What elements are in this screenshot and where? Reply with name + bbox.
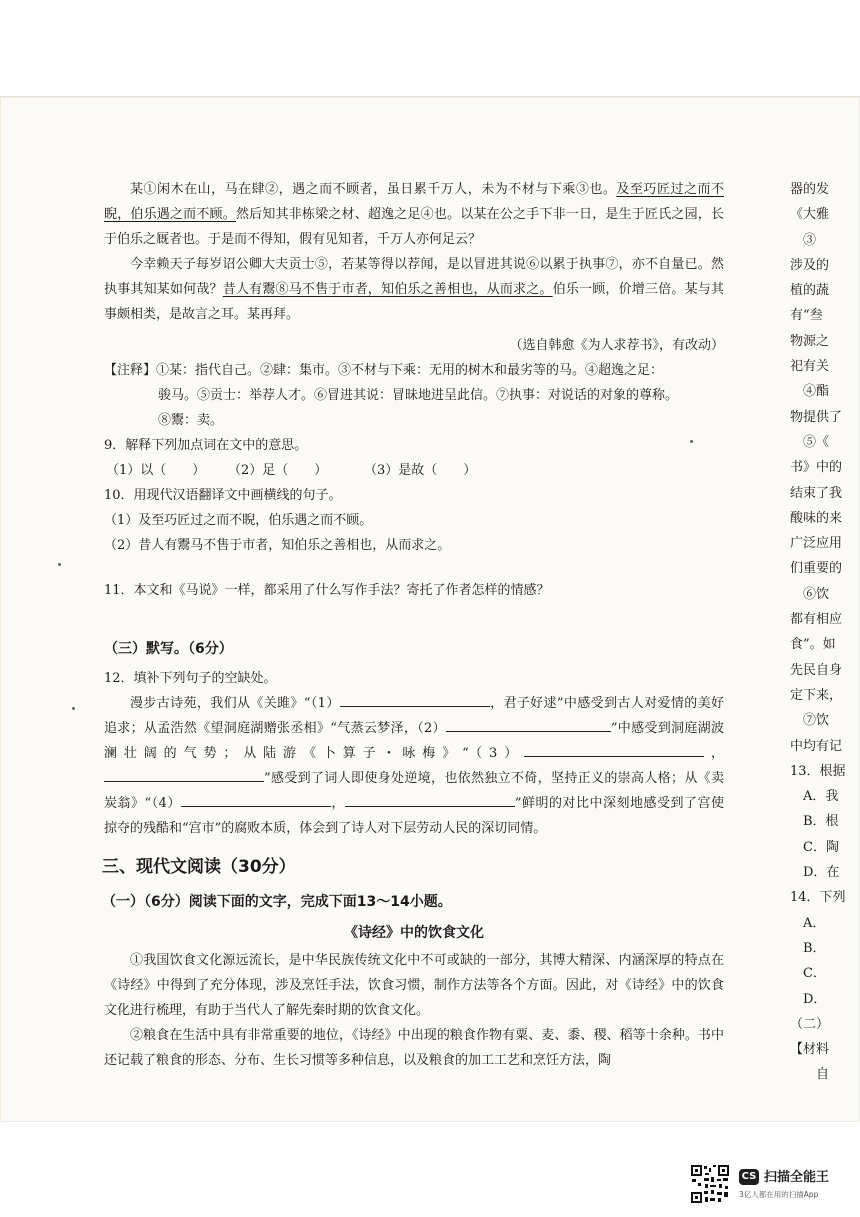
right-line: ③ [790, 232, 817, 248]
right-line: 物提供了 [790, 409, 843, 425]
scanner-app-name: 扫描全能王 [764, 1170, 830, 1185]
subsection-1: （一）（6分）阅读下面的文字，完成下面13～14小题。 [102, 894, 452, 910]
section-modern-reading: 三、现代文阅读（30分） [102, 857, 296, 877]
fill-blank-3a[interactable] [524, 741, 704, 757]
right-line: 广泛应用 [790, 536, 843, 552]
right-line: 中均有记 [790, 738, 843, 754]
question-9: 9．解释下列加点词在文中的意思。 [104, 438, 308, 453]
question-12: 12．填补下列句子的空缺处。 [104, 671, 277, 686]
right-line: 祀有关 [790, 359, 830, 375]
passage-paragraph-1 [104, 177, 724, 252]
right-line: 涉及的 [790, 257, 830, 273]
fill-text: ”感受到了词人即使身处逆境，也依然独立不倚，坚持正义的崇高人格；从《卖炭翁》“（4） [104, 771, 724, 811]
scanned-page [0, 96, 860, 1122]
annotation-line: ⑧鬻：卖。 [158, 413, 224, 428]
article-paragraph-2: ②粮食在生活中具有非常重要的地位，《诗经》中出现的粮食作物有粟、麦、黍、稷、稻等十余种。书中还记载了粮食的形态、分布、生长习惯等多种信息，以及粮食的加工工艺和烹饪方法，陶 [104, 1028, 724, 1068]
article-paragraph-1: ①我国饮食文化源远流长，是中华民族传统文化中不可或缺的一部分，其博大精深、内涵深厚的特点在《诗经》中得到了充分体现，涉及烹饪手法，饮食习惯，制作方法等各个方面。因此，对《诗经》中的饮食文化进行梳理，有助于当代人了解先秦时期的饮食文化。 [104, 953, 724, 1018]
question-9-options [104, 458, 724, 483]
passage-text: 然后知其非栋梁之材、超逸之足④也。以某在公之手下非一日，是生于匠氏之园，长于伯乐之厩者也。于是而不得知，假有见知者，千万人亦何足云？ [104, 207, 724, 247]
right-line: 先民自身 [790, 662, 843, 678]
fill-text: ”中感受到洞庭湖波澜壮阔的气势；从陆游《卜算子・咏梅》“（3） [104, 721, 724, 761]
right-line: A． [790, 915, 826, 931]
main-column [104, 177, 724, 1073]
q9-option-1: （1）以（ ） [106, 463, 206, 478]
fill-text: ”鲜明的对比中深刻地感受到了宫使掠夺的残酷和“宫市”的腐败本质，体会到了诗人对下层劳动人民的深切同情。 [104, 796, 724, 836]
right-line: 自 [790, 1067, 830, 1083]
right-line: C．陶 [790, 839, 839, 855]
passage-text: 今幸赖天子每岁诏公卿大夫贡士⑤，若某等得以荐闻，是以冒进其说⑥以累于执事⑦，亦不自量已。然执事其知某如何哉？ [104, 257, 724, 297]
section-dictation: （三）默写。（6分） [104, 641, 233, 657]
fill-blank-4b[interactable] [345, 791, 515, 807]
scan-speck [690, 440, 693, 443]
right-line: 器的发 [790, 182, 830, 197]
question-10: 10．用现代汉语翻译文中画横线的句子。 [104, 488, 342, 503]
passage-source: （选自韩愈《为人求荐书》，有改动） [509, 338, 724, 353]
right-line: 《大雅 [790, 207, 830, 223]
q10-sentence-1: （1）及至巧匠过之而不睨，伯乐遇之而不顾。 [104, 513, 373, 528]
scanner-slogan: 3亿人都在用的扫描App [739, 1190, 819, 1199]
right-line: 书》中的 [790, 460, 843, 476]
underlined-sentence: 及至巧匠过之而不睨，伯乐遇之而不顾。 [104, 182, 724, 222]
right-line: ⑦饮 [790, 713, 830, 729]
right-line: D． [790, 991, 827, 1007]
right-line: B．根 [790, 814, 839, 830]
underlined-sentence: 昔人有鬻⑧马不售于市者，知伯乐之善相也，从而求之。 [222, 282, 553, 297]
qr-code-icon [690, 1164, 730, 1204]
q9-option-2: （2）足（ ） [228, 463, 328, 478]
right-column-cut [790, 177, 860, 1088]
fill-text: 漫步古诗苑，我们从《关雎》“（1） [130, 696, 340, 711]
right-line: 14．下列 [790, 890, 846, 906]
q10-sentence-2: （2）昔人有鬻马不售于市者，知伯乐之善相也，从而求之。 [104, 538, 451, 553]
right-line: 物源之 [790, 333, 830, 349]
right-line: （二） [790, 1016, 830, 1032]
right-line: ⑤《 [790, 434, 830, 450]
right-line: 13．根据 [790, 763, 846, 779]
right-line: C． [790, 966, 826, 982]
annotation-line: 骏马。⑤贡士：举荐人才。⑥冒进其说：冒昧地进呈此信。⑦执事：对说话的对象的尊称。 [158, 388, 679, 403]
scan-speck [58, 563, 61, 566]
fill-blank-4a[interactable] [181, 791, 331, 807]
scan-speck [72, 707, 75, 710]
right-line: 有“叁 [790, 308, 823, 324]
right-line: ④酯 [790, 384, 830, 400]
right-line: D．在 [790, 865, 840, 881]
right-line: 酸味的来 [790, 510, 843, 526]
right-line: ⑥饮 [790, 586, 830, 602]
passage-text: 某①闲木在山，马在肆②，遇之而不顾者，虽日累千万人，未为不材与下乘③也。 [130, 182, 617, 197]
scanner-watermark [690, 1164, 860, 1214]
fill-blank-3b[interactable] [104, 766, 264, 782]
right-line: 定下来， [790, 687, 843, 703]
passage-paragraph-2 [104, 252, 724, 327]
fill-text: ， [330, 796, 345, 811]
q9-option-3: （3）是故（ ） [364, 463, 477, 478]
right-line: 结束了我 [790, 485, 843, 501]
fill-text: ，君子好逑”中感受到古人对爱情的美好追求；从孟浩然《望洞庭湖赠张丞相》“气蒸云梦泽，（2） [104, 696, 724, 736]
annotation-line: 【注释】①某：指代自己。②肆：集市。③不材与下乘：无用的树木和最劣等的马。④超逸之足： [104, 363, 664, 378]
right-line: 们重要的 [790, 561, 843, 577]
question-11: 11．本文和《马说》一样，都采用了什么写作手法？寄托了作者怎样的情感？ [104, 583, 550, 598]
right-line: 植的蔬 [790, 283, 830, 299]
fill-blank-1[interactable] [340, 691, 490, 707]
right-line: 食”。如 [790, 637, 836, 653]
fill-text: ， [704, 746, 724, 761]
article-title: 《诗经》中的饮食文化 [344, 925, 484, 941]
passage-text: 伯乐一顾，价增三倍。某与其事颇相类，是故言之耳。某再拜。 [104, 282, 724, 322]
question-12-body [104, 691, 724, 841]
fill-blank-2[interactable] [446, 716, 611, 732]
camscanner-logo-icon: CS [739, 1169, 759, 1185]
right-line: B． [790, 940, 826, 956]
right-line: 都有相应 [790, 612, 843, 628]
right-line: A．我 [790, 789, 839, 805]
right-line: 【材料 [790, 1042, 830, 1058]
